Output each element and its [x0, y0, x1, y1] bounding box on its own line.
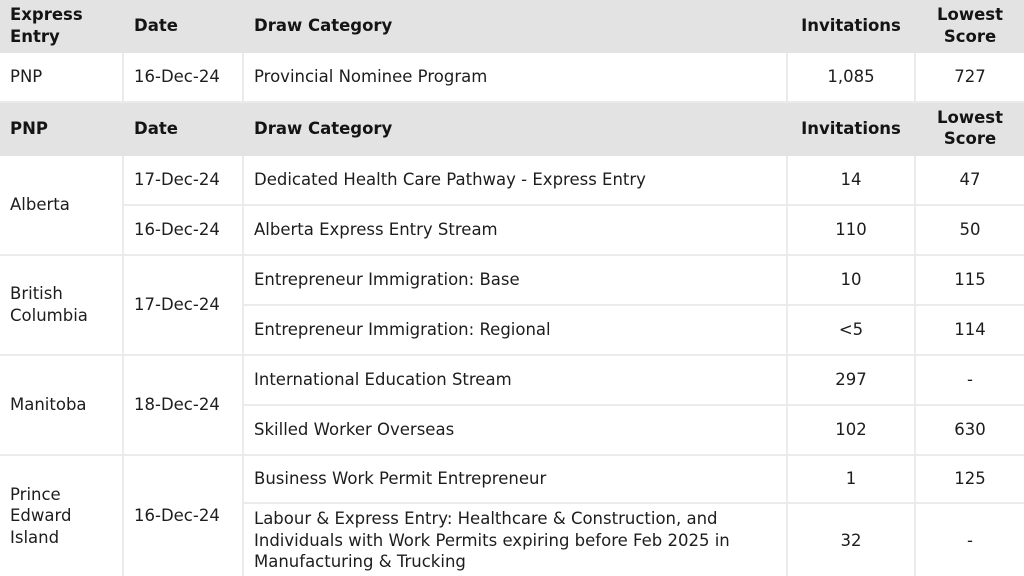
- date-cell: 16-Dec-24: [123, 455, 243, 576]
- header-invitations: Invitations: [787, 0, 915, 52]
- category-cell: Entrepreneur Immigration: Base: [243, 255, 787, 305]
- province-cell-alberta: Alberta: [0, 155, 123, 255]
- date-cell: 18-Dec-24: [123, 355, 243, 455]
- date-cell: 16-Dec-24: [123, 52, 243, 102]
- category-cell: Provincial Nominee Program: [243, 52, 787, 102]
- table-row-manitoba-1: [0, 355, 1024, 405]
- header-invitations: Invitations: [787, 102, 915, 155]
- lowest-score-cell: 630: [915, 405, 1024, 455]
- header-draw-category: Draw Category: [243, 102, 787, 155]
- pnp-header-row: [0, 102, 1024, 155]
- header-express-entry: Express Entry: [0, 0, 123, 52]
- province-cell-british-columbia: British Columbia: [0, 255, 123, 355]
- category-cell: Entrepreneur Immigration: Regional: [243, 305, 787, 355]
- date-cell: 16-Dec-24: [123, 205, 243, 255]
- category-cell: Dedicated Health Care Pathway - Express Entry: [243, 155, 787, 205]
- invitations-cell: 102: [787, 405, 915, 455]
- header-lowest-score: Lowest Score: [915, 0, 1024, 52]
- header-draw-category: Draw Category: [243, 0, 787, 52]
- lowest-score-cell: -: [915, 355, 1024, 405]
- header-date: Date: [123, 102, 243, 155]
- category-cell: Labour & Express Entry: Healthcare & Construction, and Individuals with Work Permits expiring before Feb 2025 in Manufacturing & Trucking: [243, 503, 787, 576]
- date-cell: 17-Dec-24: [123, 255, 243, 355]
- table-row-alberta-1: [0, 155, 1024, 205]
- lowest-score-cell: 115: [915, 255, 1024, 305]
- table-row-pnp-draw: [0, 52, 1024, 102]
- express-entry-header-row: [0, 0, 1024, 52]
- invitations-cell: 14: [787, 155, 915, 205]
- date-cell: 17-Dec-24: [123, 155, 243, 205]
- lowest-score-cell: 50: [915, 205, 1024, 255]
- lowest-score-cell: -: [915, 503, 1024, 576]
- table-row-alberta-2: [0, 205, 1024, 255]
- lowest-score-cell: 727: [915, 52, 1024, 102]
- invitations-cell: <5: [787, 305, 915, 355]
- invitations-cell: 297: [787, 355, 915, 405]
- category-cell: International Education Stream: [243, 355, 787, 405]
- invitations-cell: 1: [787, 455, 915, 503]
- table-row-pei-1: [0, 455, 1024, 503]
- lowest-score-cell: 114: [915, 305, 1024, 355]
- category-cell: Skilled Worker Overseas: [243, 405, 787, 455]
- invitations-cell: 110: [787, 205, 915, 255]
- table-row-bc-1: [0, 255, 1024, 305]
- invitations-cell: 32: [787, 503, 915, 576]
- header-date: Date: [123, 0, 243, 52]
- lowest-score-cell: 125: [915, 455, 1024, 503]
- province-cell-prince-edward-island: Prince Edward Island: [0, 455, 123, 576]
- category-cell: Alberta Express Entry Stream: [243, 205, 787, 255]
- category-cell: Business Work Permit Entrepreneur: [243, 455, 787, 503]
- lowest-score-cell: 47: [915, 155, 1024, 205]
- province-cell-manitoba: Manitoba: [0, 355, 123, 455]
- program-cell: PNP: [0, 52, 123, 102]
- invitations-cell: 1,085: [787, 52, 915, 102]
- invitations-cell: 10: [787, 255, 915, 305]
- header-lowest-score: Lowest Score: [915, 102, 1024, 155]
- header-pnp: PNP: [0, 102, 123, 155]
